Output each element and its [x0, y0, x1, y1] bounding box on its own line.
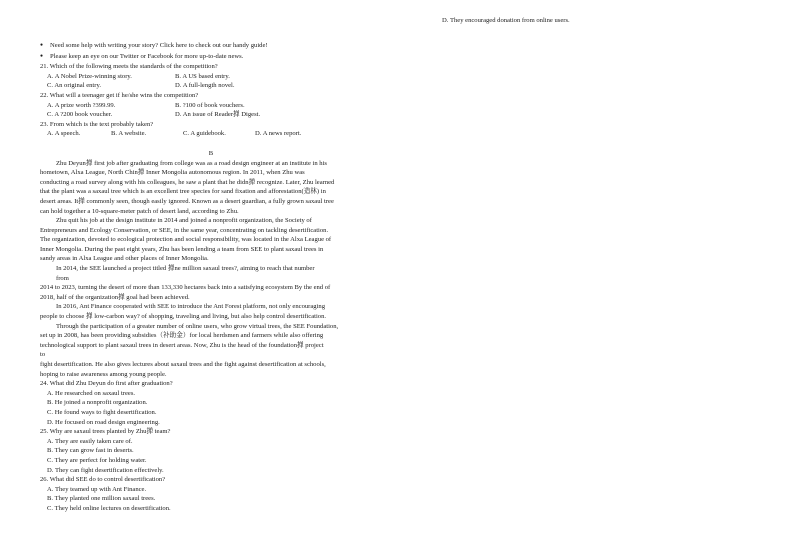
passage-line: sandy areas in Alxa League and other places of Inner Mongolia.	[40, 255, 209, 263]
passage-line: that the plant was a saxaul tree which is an excellent tree species for sand fixation and afforestation(造林) in	[40, 188, 326, 196]
bullet-line: ● Please keep an eye on our Twitter or Facebook for more up-to-date news.	[40, 52, 382, 63]
option: D. An issue of Reader掸 Digest.	[175, 111, 261, 119]
left-column	[40, 41, 382, 514]
option: B. He joined a nonprofit organization.	[47, 399, 148, 407]
passage-line: Inner Mongolia. During the past eight years, Zhu has been lending a team from SEE to plant saxaul trees in	[40, 245, 324, 253]
passage-line: Zhu Deyun掸 first job after graduating from college was as a road design engineer at an institute in his	[56, 159, 327, 167]
passage-line: technological support to plant saxaul trees in desert areas. Now, Zhu is the head of the foundation掸 project	[40, 341, 324, 349]
q21-options-ab	[40, 72, 382, 82]
bullet-line: ● Need some help with writing your story? Click here to check out our handy guide!	[40, 41, 382, 52]
option: A. They teamed up with Ant Finance.	[47, 485, 147, 493]
passage-line: people to choose 掸 low-carbon way? of shopping, traveling and living, but also help control desertification.	[40, 313, 327, 321]
passage-line: The organization, devoted to ecological protection and social responsibility, was located in the Alxa League of	[40, 236, 332, 244]
option: C. An original entry.	[47, 82, 101, 90]
q23-options	[40, 129, 382, 139]
option: C. He found ways to fight desertification.	[47, 408, 157, 416]
passage-line: set up in 2008, has been providing subsidies（补助金）for local herdsmen and farmers while also offering	[40, 332, 324, 340]
passage-line: 2018, half of the organization掸 goal had been achieved.	[40, 293, 190, 301]
passage-line: In 2014, the SEE launched a project titled 掸ne million saxaul trees?, aiming to reach that number	[56, 265, 315, 273]
option: A. A prize worth ?399.99.	[47, 101, 116, 109]
option: B. ?100 of book vouchers.	[175, 101, 245, 109]
option: B. A website.	[111, 130, 147, 138]
option: B. They can grow fast in deserts.	[47, 447, 134, 455]
option: D. They can fight desertification effectively.	[47, 466, 164, 474]
option: C. They are perfect for holding water.	[47, 456, 147, 464]
passage-line: from	[56, 274, 69, 282]
section-title: B	[208, 149, 214, 157]
q25-stem: 25. Why are saxaul trees planted by Zhu掸 team?	[40, 428, 171, 436]
passage-line: conducting a road survey along with his colleagues, he saw a plant that he didn掸 recognize. Later, Zhu learned	[40, 178, 335, 186]
passage-line: Through the participation of a greater number of online users, who grow virtual trees, the SEE Foundation,	[56, 322, 339, 330]
option: C. A guidebook.	[183, 130, 226, 138]
passage-line: desert areas. It掸 commonly seen, though easily ignored. Known as a desert guardian, a fully grown saxaul tree	[40, 197, 334, 205]
q22-options-ab	[40, 101, 382, 111]
passage-line: hometown, Alxa League, North Chin掸 Inner Mongolia autonomous region. In 2011, when Zhu was	[40, 169, 305, 177]
passage-line: 2014 to 2023, turning the desert of more than 133,330 hectares back into a satisfying ecosystem By the end of	[40, 284, 331, 292]
passage-line: hoping to raise awareness among young people.	[40, 370, 167, 378]
option: D. A full-length novel.	[175, 82, 235, 90]
q22-options-cd	[40, 110, 382, 120]
passage-line: can hold together a 10-square-meter patch of desert land, according to Zhu.	[40, 207, 239, 215]
option: C. They held online lectures on desertification.	[47, 504, 171, 512]
passage-line: Zhu quit his job at the design institute in 2014 and joined a nonprofit organization, the Society of	[56, 217, 312, 225]
option: A. He researched on saxaul trees.	[47, 389, 136, 397]
passage-line: to	[40, 351, 46, 359]
option: C. A ?200 book voucher.	[47, 111, 113, 119]
q26-stem: 26. What did SEE do to control desertification?	[40, 476, 166, 484]
q21-options-cd	[40, 81, 382, 91]
passage	[40, 159, 382, 380]
option: A. A Nobel Prize-winning story.	[47, 72, 132, 80]
option: B. They planted one million saxaul trees.	[47, 495, 156, 503]
option: A. They are easily taken care of.	[47, 437, 133, 445]
q22-stem: 22. What will a teenager get if he/she wins the competition?	[40, 91, 199, 99]
passage-line: Entrepreneurs and Ecology Conservation, or SEE, in the same year, concentrating on tackling desertification.	[40, 226, 329, 234]
q26-option-d: D. They encouraged donation from online users.	[442, 17, 570, 24]
option: D. He focused on road design engineering.	[47, 418, 160, 426]
q23-stem: 23. From which is the text probably taken?	[40, 120, 154, 128]
option: B. A US based entry.	[175, 72, 230, 80]
option: D. A news report.	[255, 130, 302, 138]
q21-stem: 21. Which of the following meets the standards of the competition?	[40, 63, 218, 71]
passage-line: In 2016, Ant Finance cooperated with SEE to introduce the Ant Forest platform, not only encouraging	[56, 303, 326, 311]
q24-stem: 24. What did Zhu Deyun do first after graduation?	[40, 380, 173, 388]
option: A. A speech.	[47, 130, 81, 138]
passage-line: fight desertification. He also gives lectures about saxaul trees and the fight against desertification at schools,	[40, 361, 326, 368]
